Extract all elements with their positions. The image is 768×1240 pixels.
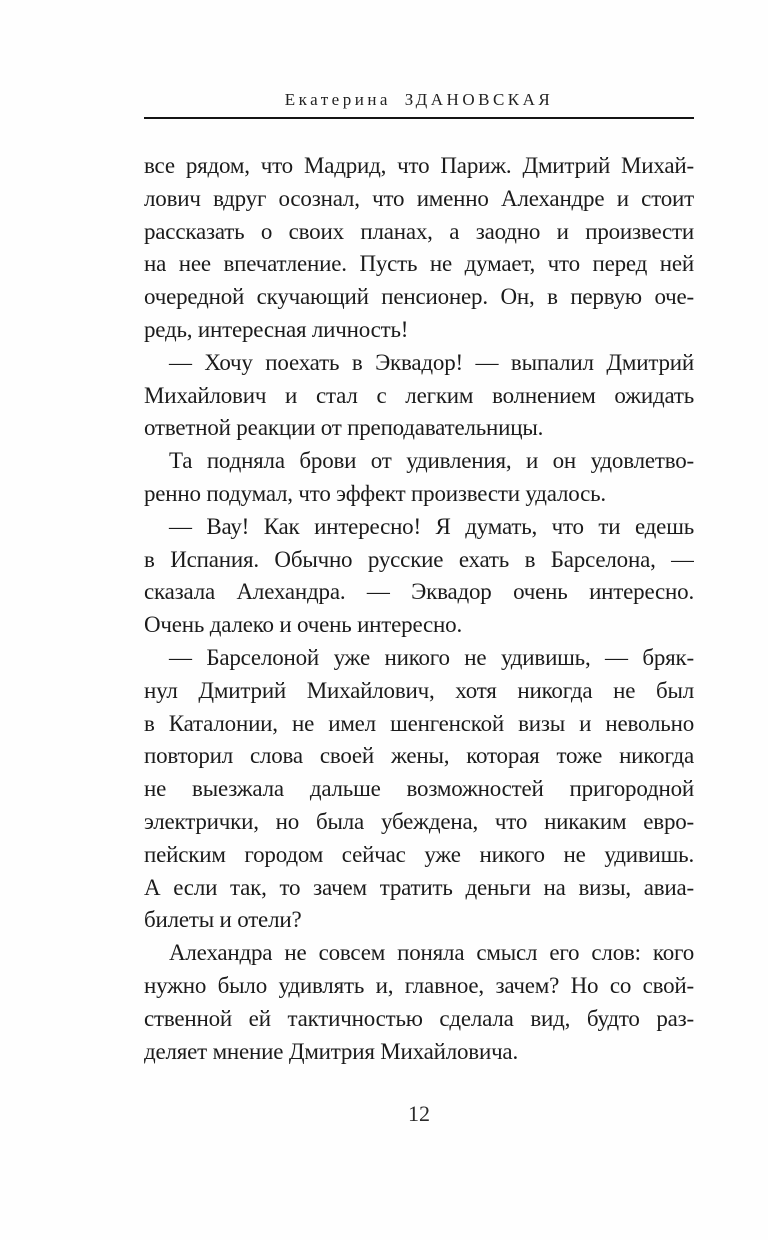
- paragraph: [144, 150, 694, 347]
- text-line: А если так, то зачем тратить деньги на визы, авиа-: [144, 874, 694, 900]
- text-line: лович вдруг осознал, что именно Алехандре и стоит: [144, 185, 694, 211]
- text-line: повторил слова своей жены, которая тоже никогда: [144, 743, 694, 769]
- text-line: Очень далеко и очень интересно.: [144, 612, 463, 638]
- text-line: деляет мнение Дмитрия Михайловича.: [144, 1038, 518, 1064]
- text-line: билеты и отели?: [144, 907, 302, 933]
- text-line: ренно подумал, что эффект произвести удалось.: [144, 480, 606, 506]
- running-head: [144, 0, 694, 119]
- paragraph: [144, 445, 694, 511]
- text-line: все рядом, что Мадрид, что Париж. Дмитрий Михай-: [144, 153, 694, 178]
- text-line: нужно было удивлять и, главное, зачем? Но со свой-: [144, 972, 694, 998]
- text-line: не выезжала дальше возможностей пригородной: [144, 776, 694, 802]
- text-line: — Хочу поехать в Эквадор! — выпалил Дмитрий: [169, 349, 694, 375]
- text-line: на нее впечатление. Пусть не думает, что перед ней: [144, 251, 694, 277]
- text-line: в Каталонии, не имел шенгенской визы и невольно: [144, 710, 694, 736]
- text-line: — Барселоной уже никого не удивишь, — бряк-: [169, 644, 694, 670]
- paragraph: [144, 511, 694, 642]
- text-line: Алехандра не совсем поняла смысл его слов: кого: [169, 940, 694, 966]
- page-number: 12: [408, 1101, 430, 1126]
- text-line: нул Дмитрий Михайлович, хотя никогда не был: [144, 677, 694, 703]
- text-line: ответной реакции от преподавательницы.: [144, 415, 544, 441]
- text-line: Михайлович и стал с легким волнением ожидать: [144, 382, 694, 408]
- text-line: ственной ей тактичностью сделала вид, будто раз-: [144, 1005, 694, 1031]
- text-line: сказала Алехандра. — Эквадор очень интересно.: [144, 579, 694, 605]
- paragraph: [144, 347, 694, 445]
- body-text: [144, 150, 694, 1068]
- text-line: пейским городом сейчас уже никого не удивишь.: [144, 841, 694, 867]
- text-line: в Испания. Обычно русские ехать в Барселона, —: [144, 546, 694, 572]
- author-name: Екатерина ЗДАНОВСКАЯ: [284, 90, 554, 109]
- text-line: редь, интересная личность!: [144, 316, 409, 342]
- text-line: Та подняла брови от удивления, и он удовлетво-: [169, 448, 694, 474]
- text-line: — Вау! Как интересно! Я думать, что ти едешь: [169, 513, 694, 539]
- text-line: очередной скучающий пенсионер. Он, в первую оче-: [144, 284, 694, 310]
- text-line: электрички, но была убеждена, что никаким евро-: [144, 808, 694, 834]
- text-line: рассказать о своих планах, а заодно и произвести: [144, 218, 694, 244]
- paragraph: [144, 937, 694, 1068]
- paragraph: [144, 642, 694, 937]
